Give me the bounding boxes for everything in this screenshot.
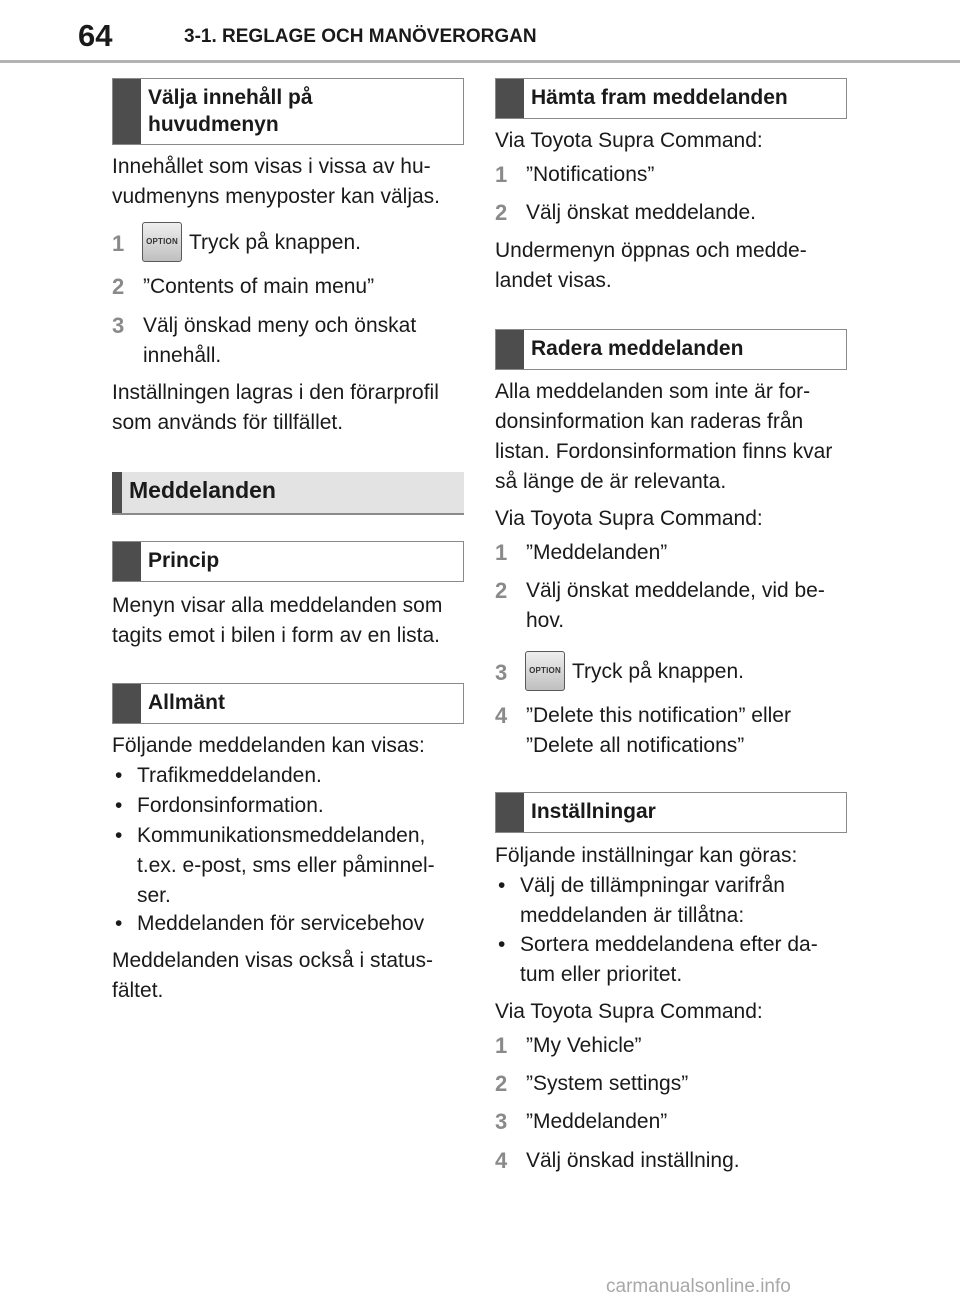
step-select-menu <box>112 311 464 371</box>
status-paragraph <box>112 946 464 1006</box>
principle-paragraph <box>112 591 464 651</box>
text-line: listan. Fordonsinformation finns kvar <box>495 440 833 463</box>
text-line: tagits emot i bilen i form av en lista. <box>112 624 440 647</box>
text-line: Kommunikationsmeddelanden, <box>137 824 426 847</box>
subheading-title <box>148 84 313 138</box>
text-line: Undermenyn öppnas och medde- <box>495 239 807 262</box>
subheading-bar <box>496 330 524 369</box>
subheading-bar <box>113 542 141 581</box>
step-text: Välj önskat meddelande. <box>526 201 756 224</box>
bullet-item <box>495 871 847 931</box>
text-line: vudmenyns menyposter kan väljas. <box>112 185 440 208</box>
page-number: 64 <box>78 18 113 53</box>
step-text: ”Notifications” <box>526 163 655 186</box>
bullet-item <box>495 930 847 990</box>
option-button-icon <box>142 222 182 262</box>
text-line: Välj de tillämpningar varifrån <box>520 874 785 897</box>
step-number: 3 <box>495 660 508 685</box>
heading-title: Meddelanden <box>129 477 276 503</box>
text-line: innehåll. <box>143 344 222 367</box>
text-line: Sortera meddelandena efter da- <box>520 933 818 956</box>
step-text: ”System settings” <box>526 1072 689 1095</box>
step-contents-main-menu <box>112 272 464 302</box>
settings-intro: Följande inställningar kan göras: <box>495 844 798 867</box>
text-line: Inställningen lagras i den förarprofil <box>112 381 439 404</box>
step-number: 3 <box>112 313 125 338</box>
step-text: Välj önskad inställning. <box>526 1149 740 1172</box>
step-system-settings <box>495 1069 847 1099</box>
page-header <box>0 0 960 66</box>
bullet-dot: • <box>498 933 506 956</box>
section-title: 3-1. REGLAGE OCH MANÖVERORGAN <box>184 26 537 47</box>
text-line: Alla meddelanden som inte är for- <box>495 380 811 403</box>
text-line: ”Delete this notification” eller <box>526 704 791 727</box>
text-line: så länge de är relevanta. <box>495 470 727 493</box>
step-text: ”Meddelanden” <box>526 1110 668 1133</box>
step-text <box>526 576 846 636</box>
step-number: 4 <box>495 703 508 728</box>
text-line: Menyn visar alla meddelanden som <box>112 594 443 617</box>
subheading-bar <box>113 79 141 144</box>
step-number: 1 <box>112 231 125 256</box>
step-my-vehicle <box>495 1031 847 1061</box>
subheading-box-fetch <box>495 78 847 119</box>
subheading-title: Radera meddelanden <box>531 337 744 360</box>
step-text: ”Contents of main menu” <box>143 275 375 298</box>
via-command-text: Via Toyota Supra Command: <box>495 507 763 530</box>
bullet-item <box>112 761 464 791</box>
bullet-dot: • <box>115 764 123 787</box>
option-button-label: OPTION <box>146 237 178 246</box>
bullet-text: Fordonsinformation. <box>137 794 324 817</box>
subheading-title: Allmänt <box>148 691 226 714</box>
step-option-button <box>112 221 464 265</box>
step-select-setting <box>495 1146 847 1176</box>
subheading-title: Inställningar <box>531 800 656 823</box>
subheading-box-principle <box>112 541 464 582</box>
bullet-text: Meddelanden för servicebehov <box>137 912 425 935</box>
subheading-title: Hämta fram meddelanden <box>531 86 788 109</box>
text-line: tum eller prioritet. <box>520 963 683 986</box>
subheading-bar <box>496 793 524 832</box>
bullet-text <box>520 871 847 931</box>
step-notifications <box>495 160 847 190</box>
step-text: ”Meddelanden” <box>526 541 668 564</box>
bullet-item <box>112 821 464 911</box>
via-command-text: Via Toyota Supra Command: <box>495 1000 763 1023</box>
watermark: carmanualsonline.info <box>606 1276 791 1297</box>
step-number: 1 <box>495 540 508 565</box>
subheading-box-settings <box>495 792 847 833</box>
bullet-text <box>520 930 847 990</box>
bullet-item <box>112 791 464 821</box>
submenu-paragraph <box>495 236 847 296</box>
subheading-bar <box>496 79 524 118</box>
step-number: 3 <box>495 1109 508 1134</box>
bullet-dot: • <box>498 874 506 897</box>
bullet-text: Trafikmeddelanden. <box>137 764 322 787</box>
subheading-title: Princip <box>148 549 220 572</box>
text-line: hov. <box>526 609 565 632</box>
step-delete-notification <box>495 701 847 761</box>
step-number: 2 <box>112 274 125 299</box>
text-line: meddelanden är tillåtna: <box>520 904 745 927</box>
text-line: Innehållet som visas i vissa av hu- <box>112 155 431 178</box>
option-button-label: OPTION <box>529 666 561 675</box>
delete-paragraph <box>495 377 847 497</box>
step-messages <box>495 538 847 568</box>
subheading-box-select-content <box>112 78 464 145</box>
step-select-message-if-needed <box>495 576 847 636</box>
subheading-title-line: Välja innehåll på <box>148 86 313 109</box>
bullet-text <box>137 821 464 911</box>
subheading-box-delete <box>495 329 847 370</box>
step-number: 1 <box>495 1033 508 1058</box>
step-text: ”My Vehicle” <box>526 1034 642 1057</box>
text-line: landet visas. <box>495 269 612 292</box>
text-line: Välj önskat meddelande, vid be- <box>526 579 825 602</box>
step-messages-setting <box>495 1107 847 1137</box>
step-number: 2 <box>495 200 508 225</box>
text-line: Meddelanden visas också i status- <box>112 949 433 972</box>
heading-messages <box>112 472 464 515</box>
step-text: Tryck på knappen. <box>189 231 361 254</box>
text-line: Välj önskad meny och önskat <box>143 314 417 337</box>
header-divider <box>0 60 960 63</box>
via-command-text: Via Toyota Supra Command: <box>495 129 763 152</box>
step-select-message <box>495 198 847 228</box>
heading-bar <box>112 472 122 513</box>
text-line: ”Delete all notifications” <box>526 734 745 757</box>
option-button-icon <box>525 651 565 691</box>
bullet-dot: • <box>115 912 123 935</box>
step-text <box>143 311 463 371</box>
step-number: 2 <box>495 578 508 603</box>
step-number: 4 <box>495 1148 508 1173</box>
general-intro: Följande meddelanden kan visas: <box>112 734 425 757</box>
step-text <box>526 701 846 761</box>
text-line: t.ex. e-post, sms eller påminnel- <box>137 854 435 877</box>
bullet-dot: • <box>115 824 123 847</box>
text-line: fältet. <box>112 979 164 1002</box>
step-text: Tryck på knappen. <box>572 660 744 683</box>
step-option-button <box>495 650 847 694</box>
saved-paragraph <box>112 378 464 438</box>
subheading-bar <box>113 684 141 723</box>
subheading-title-line: huvudmenyn <box>148 113 279 136</box>
step-number: 1 <box>495 162 508 187</box>
text-line: ser. <box>137 884 171 907</box>
bullet-dot: • <box>115 794 123 817</box>
text-line: som används för tillfället. <box>112 411 344 434</box>
subheading-box-general <box>112 683 464 724</box>
text-line: donsinformation kan raderas från <box>495 410 804 433</box>
bullet-item <box>112 909 464 939</box>
step-number: 2 <box>495 1071 508 1096</box>
intro-paragraph <box>112 152 464 212</box>
